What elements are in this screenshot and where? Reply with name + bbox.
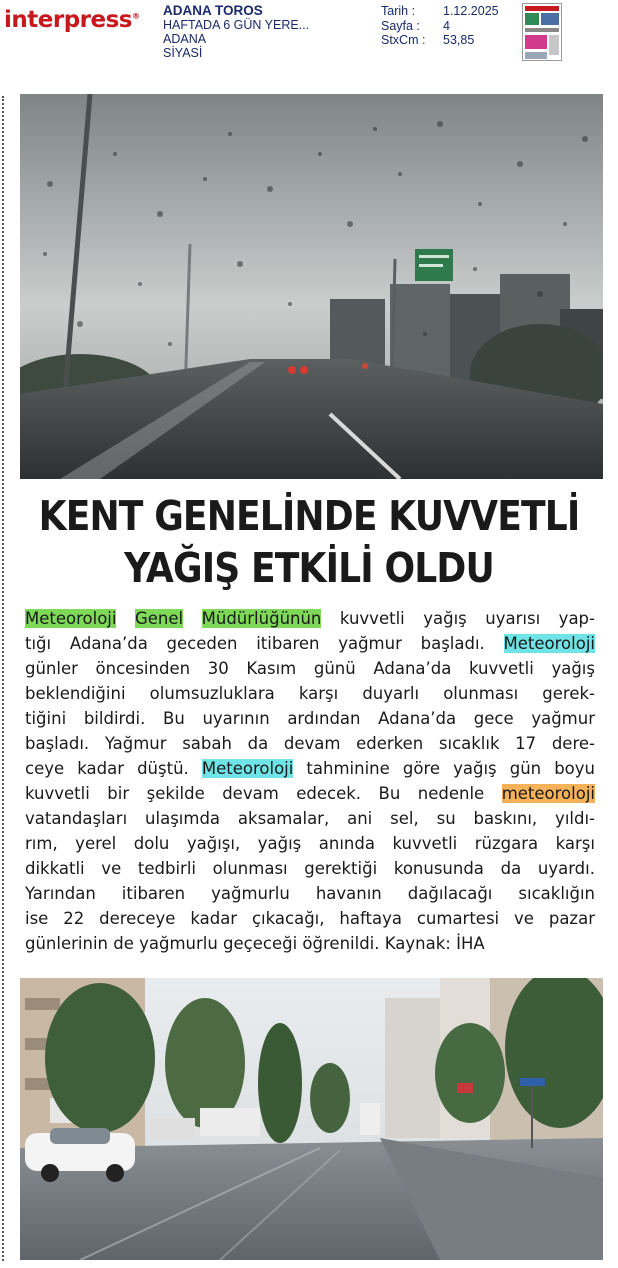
article-text (116, 609, 135, 628)
highlighted-keyword: Meteoroloji (201, 759, 294, 778)
article-text: rım, yerel dolu yağışı, yağış anında kuvvetli rüzgara karşı (25, 834, 595, 853)
article-line (25, 931, 595, 956)
article-line (25, 856, 595, 881)
article-text: tiğini bildirdi. Bu uyarının ardından Adana’da gece yağmur (25, 709, 595, 728)
rain-windshield-photo (20, 94, 603, 479)
headline-line-1: KENT GENELİNDE KUVVETLİ (38, 492, 580, 540)
headline-line-2: YAĞIŞ ETKİLİ OLDU (124, 544, 494, 592)
article-text: tahminine göre yağış gün boyu (293, 759, 596, 778)
meta-stxcm-row (381, 33, 499, 48)
article-text: kuvvetli yağış uyarısı yap- (321, 609, 595, 628)
article-line (25, 756, 595, 781)
article-line (25, 731, 595, 756)
article-headline (37, 490, 581, 594)
meta-page-label: Sayfa : (381, 18, 420, 33)
article-text (183, 609, 202, 628)
article-body (25, 606, 595, 956)
meta-stxcm-value: 53,85 (443, 33, 475, 47)
meta-stxcm-label: StxCm : (381, 33, 426, 47)
highlighted-keyword: meteoroloji (501, 784, 595, 803)
clipping-info (163, 4, 309, 60)
article-line (25, 906, 595, 931)
article-text: ceye kadar düştü. (25, 759, 202, 778)
article-line (25, 631, 595, 656)
article-line (25, 656, 595, 681)
registered-mark: ® (131, 11, 140, 21)
article-line (25, 781, 595, 806)
category-label: SİYASİ (163, 46, 203, 60)
logo-text: interpress (4, 7, 132, 33)
highlighted-keyword: Meteoroloji (503, 634, 595, 653)
article-text: dikkatli ve tedbirli olunması gerektiği konusunda da uyardı. (25, 859, 595, 878)
article-line (25, 806, 595, 831)
page-thumbnail[interactable] (522, 3, 562, 61)
clipping-border (2, 96, 4, 1261)
article-text: günler öncesinden 30 Kasım günü Adana’da kuvvetli yağış (25, 659, 595, 678)
article-line (25, 706, 595, 731)
section-title: HAFTADA 6 GÜN YERE... (163, 18, 310, 32)
article-text: başladı. Yağmur sabah da devam ederken sıcaklık 17 dere- (25, 734, 595, 753)
meta-page-row (381, 19, 499, 34)
article-line (25, 831, 595, 856)
city-label: ADANA (163, 32, 207, 46)
highlighted-keyword: Genel (134, 609, 184, 628)
article-line (25, 681, 595, 706)
article-text: günlerinin de yağmurlu geçeceği öğrenildi. Kaynak: İHA (25, 934, 485, 953)
article-text: ise 22 dereceye kadar çıkacağı, haftaya cumartesi ve pazar (25, 909, 595, 928)
article-text: tığı Adana’da geceden itibaren yağmur başladı. (25, 634, 504, 653)
wet-street-photo (20, 978, 603, 1260)
meta-page-value: 4 (443, 18, 450, 33)
article-text: vatandaşları ulaşımda aksamalar, ani sel, su baskını, yıldı- (25, 809, 595, 828)
interpress-logo (4, 7, 139, 33)
article-line (25, 606, 595, 631)
article-text: kuvvetli bir şekilde devam edecek. Bu nedenle (25, 784, 502, 803)
article-text: Yarından itibaren yağmurlu havanın dağılacağı sıcaklığın (25, 884, 595, 903)
highlighted-keyword: Müdürlüğünün (201, 609, 322, 628)
article-line (25, 881, 595, 906)
meta-date-label: Tarih : (381, 4, 416, 18)
publication-name: ADANA TOROS (163, 3, 263, 18)
highlighted-keyword: Meteoroloji (25, 609, 117, 628)
meta-date-row (381, 4, 499, 19)
article-text: beklendiğini olumsuzluklara karşı duyarlı olunması gerek- (25, 684, 595, 703)
meta-date-value: 1.12.2025 (443, 4, 499, 18)
clipping-meta (381, 4, 499, 48)
